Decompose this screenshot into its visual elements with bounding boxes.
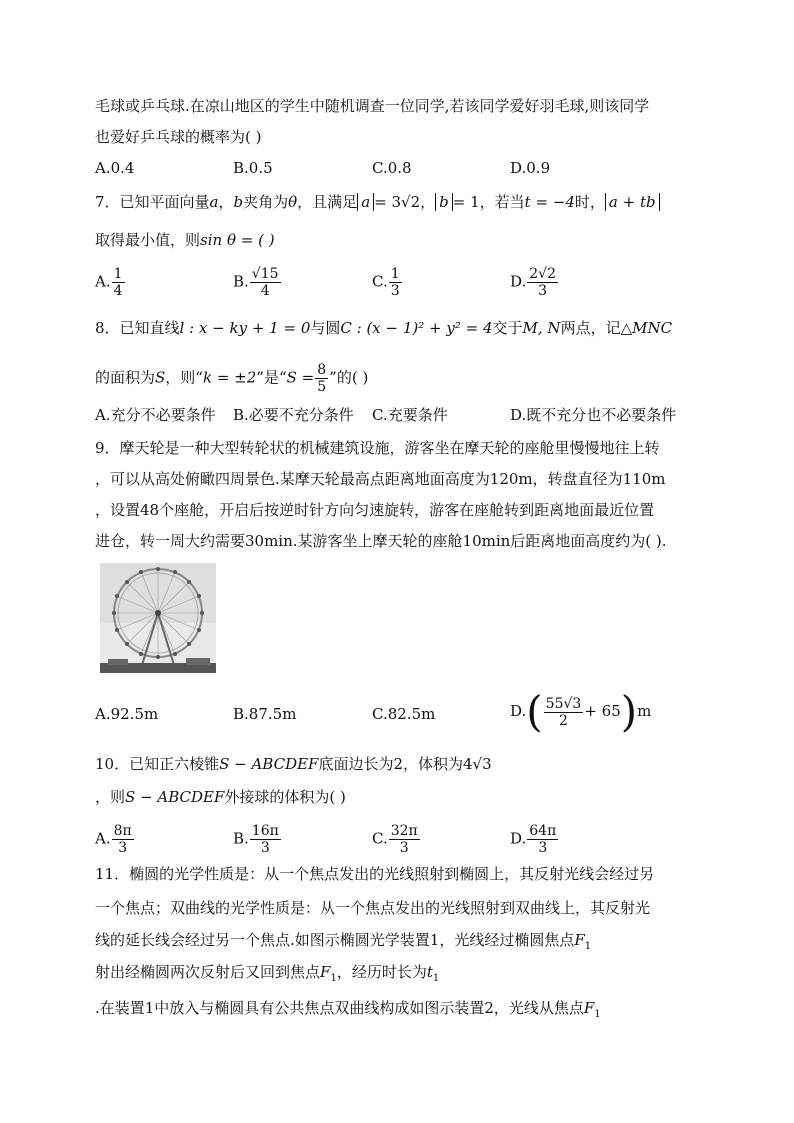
q9-option-a: A.92.5m (95, 705, 159, 723)
q11-line-5: .在装置1中放入与椭圆具有公共焦点双曲线构成如图示装置2，光线从焦点$F_1$ (95, 999, 601, 1020)
q9-line-4: 进仓，转一周大约需要30min.某游客坐上摩天轮的座舱10min后距离地面高度约为( ). (95, 532, 667, 550)
q11-line-3: 线的延长线会经过另一个焦点.如图示椭圆光学装置1，光线经过椭圆焦点$F_1$ (95, 931, 592, 952)
q6-option-b: B.0.5 (233, 159, 273, 177)
q8-option-d: D.既不充分也不必要条件 (510, 406, 677, 424)
q10-option-a: A. $\frac{8\pi}{3}$ (95, 823, 132, 856)
q10-line-2: ，则S − ABCDEF外接球的体积为( ) (95, 788, 346, 806)
q9-line-2: ，可以从高处俯瞰四周景色.某摩天轮最高点距离地面高度为120m，转盘直径为110m (95, 470, 666, 488)
abs-a-plus-tb: a + tb (605, 193, 660, 211)
q11-line-4: 射出经椭圆两次反射后又回到焦点$F_1$，经历时长为$t_1$ (95, 963, 440, 984)
q7-option-c: C. $\frac{1}{3}$ (372, 266, 400, 299)
q6-line-1: 毛球或乒乓球.在凉山地区的学生中随机调查一位同学,若该同学爱好羽毛球,则该同学 (95, 97, 650, 115)
q6-option-d: D.0.9 (510, 159, 551, 177)
q10-option-b: B. $\frac{16\pi}{3}$ (233, 823, 279, 856)
q7-option-d: D. $\frac{2√2}{3}$ (510, 266, 557, 299)
q8-option-b: B.必要不充分条件 (233, 406, 354, 424)
q9-line-3: ，设置48个座舱，开启后按逆时针方向匀速旋转，游客在座舱转到距离地面最近位置 (95, 501, 655, 519)
abs-b: b (435, 193, 453, 211)
q9-option-d: D.( $\frac{55√3}{2}$ + 65)m (510, 687, 652, 736)
q11-line-1: 11．椭圆的光学性质是：从一个焦点发出的光线照射到椭圆上，其反射光线会经过另 (95, 865, 655, 883)
q11-line-2: 一个焦点；双曲线的光学性质是：从一个焦点发出的光线照射到双曲线上，其反射光 (95, 899, 651, 917)
q8-line-1: 8．已知直线l : x − ky + 1 = 0与圆C : (x − 1)² + y² = 4交于M, N两点，记△MNC (95, 319, 673, 337)
q7-option-a: A. $\frac{1}{4}$ (95, 266, 123, 299)
q8-option-c: C.充要条件 (372, 406, 448, 424)
q10-line-1: 10．已知正六棱锥S − ABCDEF底面边长为2，体积为4√3 (95, 755, 492, 773)
q8-option-a: A.充分不必要条件 (95, 406, 216, 424)
abs-a: a (357, 193, 374, 211)
q7-line-2: 取得最小值，则sin θ = ( ) (95, 231, 275, 249)
q6-option-c: C.0.8 (372, 159, 412, 177)
q9-option-c: C.82.5m (372, 705, 436, 723)
vector-b: b (233, 193, 244, 211)
q7-line-1: 7．已知平面向量a，b夹角为θ，且满足 a = 3√2， b = 1，若当t = −4时， a + tb (95, 192, 660, 212)
q9-option-b: B.87.5m (233, 705, 297, 723)
q10-option-d: D. $\frac{64\pi}{3}$ (510, 823, 557, 856)
q7-option-b: B. $\frac{√15}{4}$ (233, 266, 279, 299)
q6-option-a: A.0.4 (95, 159, 135, 177)
vector-a: a (209, 193, 219, 211)
ferris-wheel-image (100, 563, 216, 673)
q8-line-2: 的面积为S，则“k = ±2”是“S = $\frac{8}{5}$ ”的( ) (95, 362, 369, 395)
q10-option-c: C. $\frac{32\pi}{3}$ (372, 823, 418, 856)
q6-line-2: 也爱好乒乓球的概率为( ) (95, 128, 262, 146)
q9-line-1: 9．摩天轮是一种大型转轮状的机械建筑设施，游客坐在摩天轮的座舱里慢慢地往上转 (95, 439, 660, 457)
